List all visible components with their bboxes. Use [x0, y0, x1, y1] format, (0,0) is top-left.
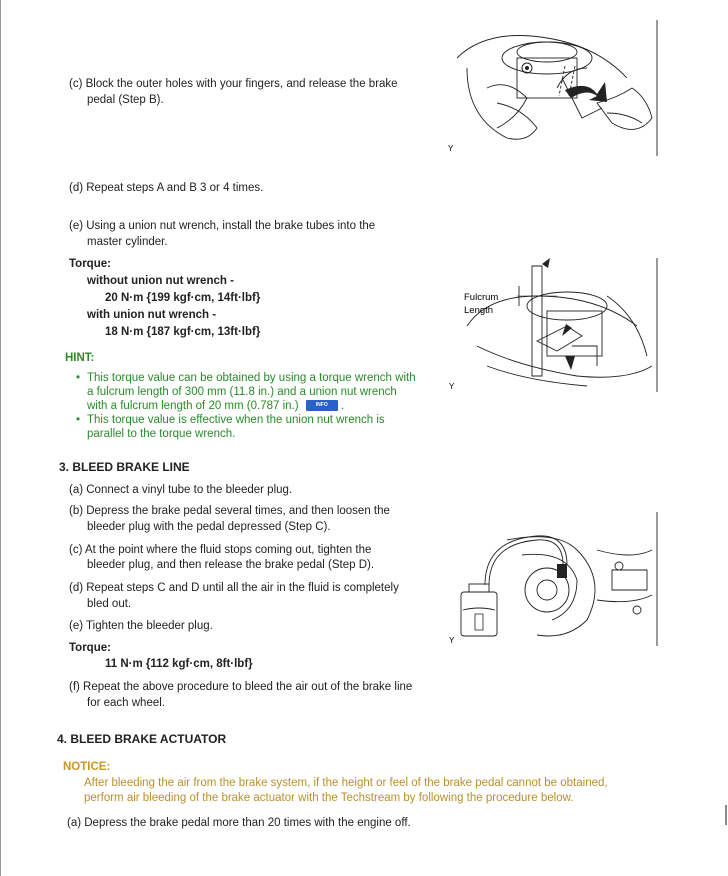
- section4-title: 4. BLEED BRAKE ACTUATOR: [57, 732, 227, 746]
- torque-without-label: without union nut wrench -: [87, 275, 234, 287]
- figure2-fulcrum-label: Fulcrum: [464, 292, 499, 303]
- page-right-marker: [725, 805, 727, 825]
- figure3-y-label: Y: [449, 636, 455, 645]
- notice-line2: perform air bleeding of the brake actuator with the Techstream by following the procedure below.: [84, 792, 574, 804]
- torque-with-label: with union nut wrench -: [87, 309, 217, 321]
- hint-bullet2-line2: parallel to the torque wrench.: [87, 428, 236, 440]
- section3-step-d-line1: (d) Repeat steps C and D until all the air in the fluid is completely: [69, 582, 399, 594]
- figure-master-cylinder-hands: [447, 18, 659, 158]
- figure1-y-label: Y: [448, 144, 454, 153]
- hint-bullet1-line2: a fulcrum length of 300 mm (11.8 in.) and a union nut wrench: [87, 386, 397, 398]
- figure-torque-wrench: [447, 256, 659, 394]
- section3-step-e: (e) Tighten the bleeder plug.: [69, 620, 213, 632]
- hint-bullet2-line1: • This torque value is effective when the union nut wrench is: [87, 412, 385, 428]
- figure-bleeder-container: [447, 510, 659, 648]
- step-d-line1: (d) Repeat steps A and B 3 or 4 times.: [69, 182, 264, 194]
- hint-bullet1-line3-text: with a fulcrum length of 20 mm (0.787 in.): [87, 400, 299, 412]
- figure2-y-label: Y: [449, 382, 455, 391]
- torque-label: Torque:: [69, 258, 111, 270]
- section3-step-f-line2: for each wheel.: [87, 697, 165, 709]
- section3-step-b-line1: (b) Depress the brake pedal several times, and then loosen the: [69, 505, 390, 517]
- figure2-length-label: Length: [464, 305, 494, 316]
- page-left-border: [0, 0, 1, 876]
- step-c-line2: pedal (Step B).: [87, 94, 164, 106]
- torque-with-value: 18 N·m {187 kgf·cm, 13ft·lbf}: [105, 326, 261, 338]
- section3-step-c-line2: bleeder plug, and then release the brake pedal (Step D).: [87, 559, 375, 571]
- section4-step-a: (a) Depress the brake pedal more than 20 times with the engine off.: [67, 817, 411, 829]
- step-e-line2: master cylinder.: [87, 236, 168, 248]
- figure2-drawing: [447, 256, 659, 394]
- section3-step-d-line2: bled out.: [87, 598, 132, 610]
- section3-step-a: (a) Connect a vinyl tube to the bleeder plug.: [69, 484, 293, 496]
- hint-bullet1-end: .: [340, 400, 345, 412]
- section3-step-f-line1: (f) Repeat the above procedure to bleed the air out of the brake line: [69, 681, 413, 693]
- hint-title: HINT:: [65, 352, 95, 364]
- section3-step-b-line2: bleeder plug with the pedal depressed (Step C).: [87, 521, 331, 533]
- notice-title: NOTICE:: [63, 761, 111, 773]
- section3-torque-label: Torque:: [69, 642, 111, 654]
- info-badge-link[interactable]: INFO: [306, 400, 338, 411]
- section3-torque-value: 11 N·m {112 kgf·cm, 8ft·lbf}: [105, 658, 253, 670]
- notice-line1: After bleeding the air from the brake system, if the height or feel of the brake pedal cannot be obtained,: [84, 777, 608, 789]
- step-e-line1: (e) Using a union nut wrench, install the brake tubes into the: [69, 220, 376, 232]
- figure1-drawing: [447, 18, 659, 158]
- step-c-line1: (c) Block the outer holes with your fingers, and release the brake: [69, 78, 398, 90]
- section3-step-c-line1: (c) At the point where the fluid stops coming out, tighten the: [69, 544, 372, 556]
- hint-bullet1-line1: • This torque value can be obtained by using a torque wrench with: [87, 370, 416, 386]
- figure3-drawing: [447, 510, 659, 648]
- torque-without-value: 20 N·m {199 kgf·cm, 14ft·lbf}: [105, 292, 261, 304]
- section3-title: 3. BLEED BRAKE LINE: [59, 460, 190, 474]
